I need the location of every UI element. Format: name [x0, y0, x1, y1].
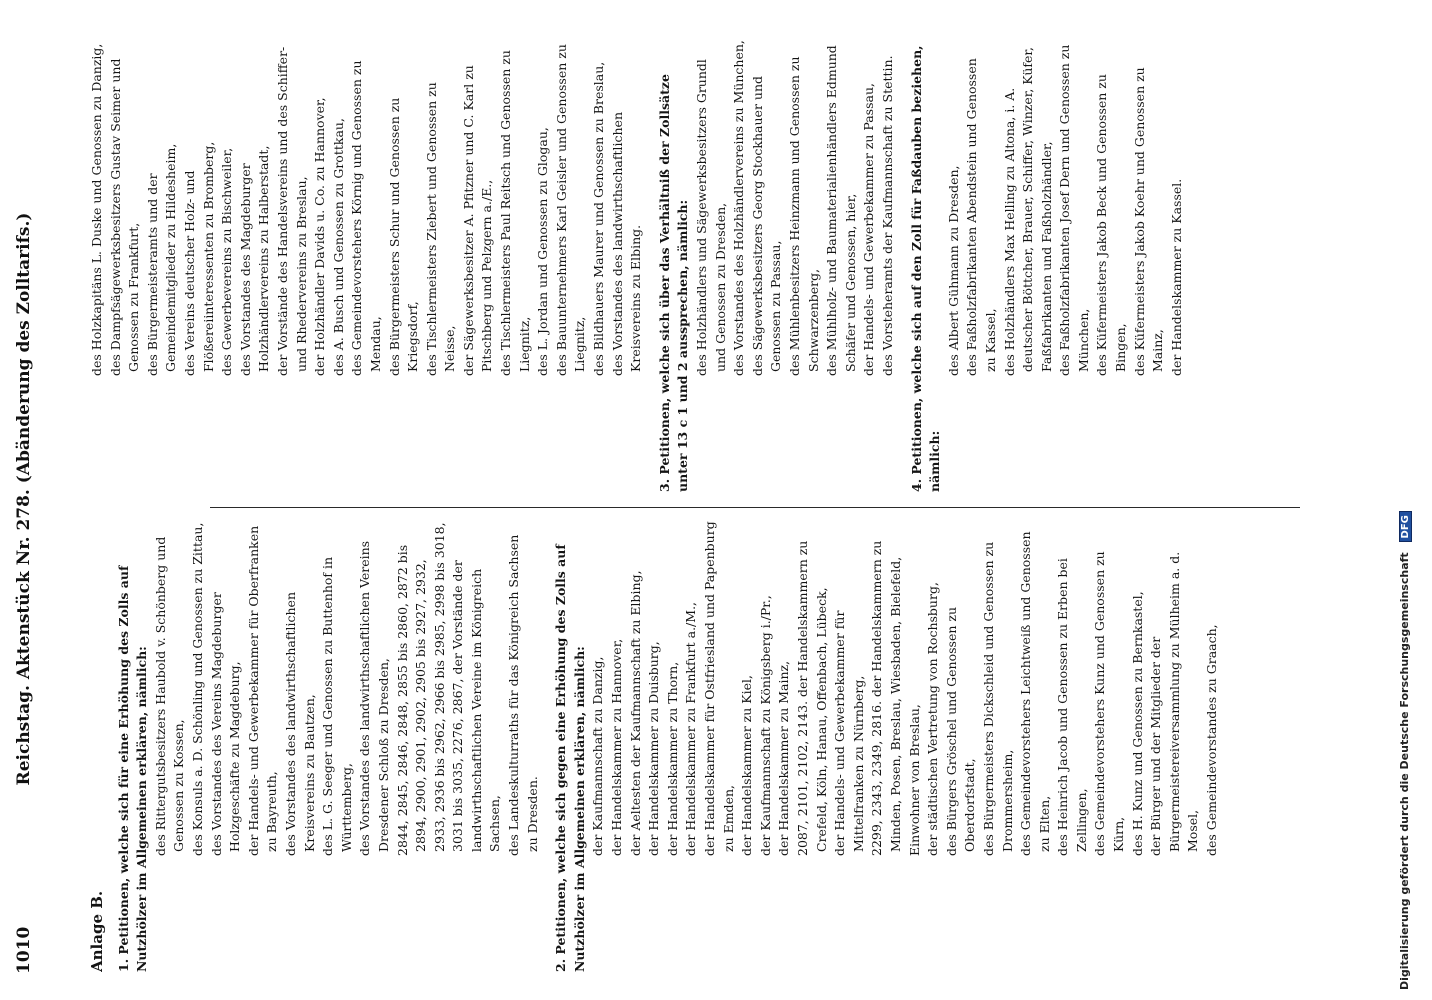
entry-text: des Faßholzfabrikanten Josef Dern und Genossen zu München, — [1057, 44, 1091, 376]
entry-ref — [274, 456, 293, 478]
petition-entry — [831, 520, 868, 972]
entry-text: der Handels- und Gewerbekammer für Oberfranken zu Bayreuth, — [245, 525, 280, 856]
petition-entry — [311, 40, 330, 492]
petition-list — [693, 40, 898, 492]
entry-text: der Handelskammer zu Frankfurt a./M., — [683, 601, 699, 856]
petition-entry — [1147, 520, 1203, 972]
petition-entry — [786, 40, 823, 492]
entry-ref — [1203, 936, 1222, 958]
petition-entry — [627, 520, 646, 972]
petition-entry — [1017, 520, 1054, 972]
petition-entry — [924, 520, 943, 972]
entry-ref — [730, 456, 749, 478]
petition-entry — [823, 40, 860, 492]
entry-number — [107, 376, 126, 456]
entry-ref — [1131, 456, 1150, 478]
entry-text: der städtischen Vertretung von Rochsburg, — [925, 582, 941, 856]
entry-ref — [319, 936, 338, 958]
petition-entry — [245, 520, 282, 972]
entry-text: des Gemeindevorstehers Leichtweiß und Genossen zu Elten, — [1018, 531, 1052, 856]
petition-list — [589, 520, 1221, 972]
entry-text: der Kaufmannschaft zu Danzig, — [590, 656, 606, 856]
entry-text: der Kaufmannschaft zu Königsberg i./Pr., — [757, 595, 773, 856]
petition-entry — [1054, 520, 1091, 972]
appendix-title: Anlage B. — [88, 890, 106, 972]
entry-text: 2087, 2101, 2102, 2143. der Handelskammern zu Crefeld, Köln, Hanau, Offenbach, Lübeck, — [794, 540, 829, 856]
entry-ref — [794, 936, 813, 958]
entry-number — [879, 376, 898, 456]
entry-number — [664, 856, 683, 936]
entry-ref — [879, 456, 898, 478]
entry-number — [189, 856, 208, 936]
entry-text: des Vorstandes des landwirthschaftlichen Vereins Dresdener Schloß zu Dresden, — [357, 540, 391, 856]
entry-ref — [356, 936, 375, 958]
page-header — [14, 24, 52, 974]
page-number: 1010 — [14, 926, 34, 974]
entry-ref — [1001, 456, 1020, 478]
petition-entry — [589, 520, 608, 972]
entry-number — [1147, 856, 1166, 936]
entry-ref — [980, 936, 999, 958]
column-left — [88, 520, 1378, 972]
entry-text: des Vorsteheramts der Kaufmannschaft zu Stettin. — [879, 55, 895, 376]
entry-number — [311, 376, 330, 456]
entry-text: des Tischlermeisters Paul Reitsch und Genossen zu Liegnitz, — [498, 50, 532, 376]
entry-text: der Bürger und der Mitglieder der Bürgermeistereiversammlung zu Mülheim a. d. Mosel, — [1148, 551, 1201, 856]
petition-entry — [88, 40, 107, 492]
entry-number — [144, 376, 163, 456]
entry-ref — [107, 456, 126, 478]
petition-entry — [1056, 40, 1093, 492]
entry-text: 2844, 2845, 2846, 2848, 2855 bis 2860, 2872 bis 2894, 2900, 2901, 2902, 2905 bis 2927, 2932, 2933, 2936 bis 2962, 2966 bis 2985, 2998 bis 3018, 3031 bis 3035, 2276, 2867, der Vorstände der landwirthschaftlichen Vereine im Königreich Sachsen, — [394, 522, 503, 856]
petition-entry — [860, 40, 879, 492]
entry-number — [980, 856, 999, 936]
entry-number — [738, 856, 757, 936]
entry-text: des Küfermeisters Jakob Beck und Genossen zu Bingen, — [1094, 74, 1129, 376]
entry-ref — [645, 936, 664, 958]
entry-number — [693, 376, 712, 456]
entry-text: der Vorstände des Handelsvereins und des Schiffer- und Rhedervereins zu Breslau, — [274, 46, 309, 376]
entry-text: des L. G. Seeger und Genossen zu Buttenhof in Württemberg, — [320, 556, 354, 856]
entry-number — [282, 856, 301, 936]
petition-entry — [208, 520, 245, 972]
petition-entry — [505, 520, 542, 972]
entry-ref — [608, 936, 627, 958]
entry-ref — [423, 456, 442, 478]
entry-text: Einwohner von Breslau, — [906, 704, 922, 856]
entry-text: des Mühlholz- und Baumaterialienhändlers Edmund Schäfer und Genossen, hier, — [824, 45, 858, 376]
petition-entry — [645, 520, 664, 972]
petition-entry — [218, 40, 237, 492]
entry-ref — [1147, 936, 1166, 958]
entry-ref — [181, 456, 200, 478]
entry-number — [245, 856, 264, 936]
entry-number — [589, 856, 608, 936]
petition-entry — [330, 40, 349, 492]
entry-text: des Bürgers Gröschel und Genossen zu Oberdorfstadt, — [943, 606, 978, 856]
entry-text: des Gemeindevorstehers Kunz und Genossen zu Kürn, — [1092, 551, 1127, 856]
entry-text: der Handelskammer zu Thorn, — [664, 661, 680, 856]
entry-ref — [553, 456, 572, 478]
petition-entry — [534, 40, 553, 492]
entry-text: des Vorstandes des Magdeburger Holzhändlervereins zu Halberstadt, — [237, 145, 272, 376]
petition-entry — [906, 520, 925, 972]
entry-text: des Faßholzfabrikanten Abendstein und Genossen zu Kassel, — [964, 58, 998, 376]
entry-text: des Landeskulturraths für das Königreich Sachsen zu Dresden. — [506, 534, 540, 856]
entry-number — [1093, 376, 1112, 456]
petition-entry — [423, 40, 460, 492]
entry-ref — [282, 936, 301, 958]
entry-number — [88, 376, 107, 456]
entry-text: des Gewerbevereins zu Bischweiler, — [219, 147, 235, 376]
entry-ref — [218, 456, 237, 478]
entry-text: der Handelskammer zu Mainz, — [776, 660, 792, 856]
entry-text: des Vorstandes des Vereins Magdeburger Holzgeschäfte zu Magdeburg, — [208, 592, 243, 856]
entry-number — [1131, 376, 1150, 456]
entry-number — [348, 376, 367, 456]
entry-ref — [749, 456, 768, 478]
entry-number — [218, 376, 237, 456]
entry-ref — [1168, 456, 1187, 478]
entry-number — [1129, 856, 1148, 936]
entry-text: des Vorstandes des landwirthschaftlichen Kreisvereins zu Elbing. — [609, 112, 644, 376]
entry-ref — [1056, 456, 1075, 478]
entry-number — [608, 856, 627, 936]
entry-number — [152, 856, 171, 936]
entry-ref — [831, 936, 850, 958]
entry-ref — [823, 456, 842, 478]
entry-ref — [1054, 936, 1073, 958]
entry-ref — [609, 456, 628, 478]
entry-number — [237, 376, 256, 456]
entry-ref — [906, 936, 925, 958]
entry-number — [274, 376, 293, 456]
petition-entry — [152, 520, 189, 972]
section-heading: 3. Petitionen, welche sich über das Verhältniß der Zollsätze unter 13 c 1 und 2 aussprechen, nämlich: — [656, 74, 691, 492]
entry-ref — [460, 456, 479, 478]
entry-text: des Vereins deutscher Holz- und Flößereiinteressenten zu Bromberg, — [181, 141, 216, 376]
petition-entry — [553, 40, 590, 492]
section-heading: 4. Petitionen, welche sich auf den Zoll für Faßdauben beziehen, nämlich: — [908, 45, 943, 492]
entry-text: des Küfermeisters Jakob Koehr und Genossen zu Mainz, — [1131, 67, 1166, 376]
entry-text: des Heinrich Jacob und Genossen zu Erben bei Zellingen, — [1055, 558, 1089, 856]
entry-number — [208, 856, 227, 936]
entry-ref — [1093, 456, 1112, 478]
petition-entry — [868, 520, 905, 972]
entry-number — [701, 856, 720, 936]
petition-entry — [945, 40, 964, 492]
petition-entry — [189, 520, 208, 972]
entry-ref — [860, 456, 879, 478]
petition-entry — [608, 520, 627, 972]
entry-number — [945, 376, 964, 456]
petition-entry — [1168, 40, 1187, 492]
entry-text: des Vorstandes des Holzhändlervereins zu München, — [731, 40, 747, 376]
entry-text: der Aeltesten der Kaufmannschaft zu Elbing, — [627, 570, 643, 856]
entry-number — [823, 376, 842, 456]
entry-ref — [237, 456, 256, 478]
entry-ref — [497, 456, 516, 478]
entry-ref — [505, 936, 524, 958]
petition-entry — [319, 520, 356, 972]
entry-text: des Holzhändlers Max Helling zu Altona, i. A. deutscher Böttcher, Brauer, Schiffer, Winzer, Küfer, Faßfabrikanten und Faßholzhändler, — [1001, 46, 1054, 376]
entry-number — [786, 376, 805, 456]
entry-text: des H. Kunz und Genossen zu Bernkastel, — [1129, 591, 1145, 856]
entry-number — [1017, 856, 1036, 936]
entry-ref — [701, 936, 720, 958]
entry-text: des Konsuls a. D. Schönling und Genossen zu Zittau, — [189, 522, 205, 856]
petition-entry — [348, 40, 385, 492]
petition-entry — [682, 520, 701, 972]
entry-number — [356, 856, 375, 936]
entry-text: des L. Jordan und Genossen zu Glogau, — [535, 127, 551, 376]
entry-text: der Holzhändler Davids u. Co. zu Hannover, — [312, 97, 328, 376]
entry-text: des Gemeindevorstehers Körnig und Genossen zu Mendau, — [349, 60, 383, 376]
entry-ref — [738, 936, 757, 958]
entry-ref — [943, 936, 962, 958]
entry-text: der Handelskammer für Ostfriesland und Papenburg zu Emden, — [702, 521, 736, 856]
entry-number — [505, 856, 524, 936]
entry-number — [775, 856, 794, 936]
entry-text: des Mühlenbesitzers Heinzmann und Genossen zu Schwarzenberg, — [786, 56, 821, 376]
petition-entry — [460, 40, 497, 492]
petition-entry — [1093, 40, 1130, 492]
petition-entry — [1091, 520, 1128, 972]
entry-text: des Gemeindevorstandes zu Graach, — [1204, 624, 1220, 856]
petition-entry — [980, 520, 1017, 972]
petition-list — [152, 520, 542, 972]
entry-number — [1056, 376, 1075, 456]
entry-ref — [945, 456, 964, 478]
column-right-body — [88, 40, 1186, 492]
entry-number — [394, 856, 413, 936]
entry-text: des Bürgermeisters Dickschleid und Genossen zu Drommersheim, — [980, 541, 1015, 856]
entry-number — [423, 376, 442, 456]
entry-number — [682, 856, 701, 936]
petition-entry — [356, 520, 393, 972]
petition-entry — [1001, 40, 1057, 492]
entry-ref — [590, 456, 609, 478]
entry-ref — [757, 936, 776, 958]
entry-ref — [786, 456, 805, 478]
column-left-body — [115, 520, 1222, 972]
petition-entry — [497, 40, 534, 492]
petition-entry — [693, 40, 730, 492]
entry-ref — [330, 456, 349, 478]
entry-text: des Bürgermeisters Schur und Genossen zu Kriegsdorf, — [386, 97, 421, 376]
petition-entry — [274, 40, 311, 492]
petition-entry — [775, 520, 794, 972]
column-divider — [210, 507, 1300, 508]
entry-ref — [693, 456, 712, 478]
petition-entry — [738, 520, 757, 972]
petition-entry — [1131, 40, 1168, 492]
section-heading: 2. Petitionen, welche sich gegen eine Erhöhung des Zolls auf Nutzhölzer im Allgemeinen erklären, nämlich: — [553, 544, 587, 972]
entry-number — [906, 856, 925, 936]
entry-number — [757, 856, 776, 936]
entry-number — [590, 376, 609, 456]
petition-list — [945, 40, 1187, 492]
entry-ref — [627, 936, 646, 958]
entry-number — [963, 376, 982, 456]
entry-number — [860, 376, 879, 456]
entry-ref — [664, 936, 683, 958]
entry-number — [794, 856, 813, 936]
petition-entry — [394, 520, 506, 972]
petition-entry — [107, 40, 144, 492]
entry-number — [534, 376, 553, 456]
entry-ref — [775, 936, 794, 958]
petition-entry — [701, 520, 738, 972]
entry-ref — [311, 456, 330, 478]
entry-text: des Bildhauers Maurer und Genossen zu Breslau, — [591, 61, 607, 376]
entry-number — [1054, 856, 1073, 936]
entry-ref — [963, 456, 982, 478]
petition-entry — [144, 40, 181, 492]
entry-number — [319, 856, 338, 936]
entry-number — [1203, 856, 1222, 936]
entry-number — [749, 376, 768, 456]
entry-ref — [208, 936, 227, 958]
entry-number — [553, 376, 572, 456]
entry-number — [831, 856, 850, 936]
entry-text: der Handelskammer zu Kiel, — [739, 675, 755, 856]
petition-entry — [794, 520, 831, 972]
entry-text: des Holzhändlers und Sägewerksbesitzers Grundl und Genossen zu Dresden, — [694, 59, 728, 376]
entry-number — [645, 856, 664, 936]
entry-text: des Bürgermeisteramts und der Gemeindemitglieder zu Hildesheim, — [144, 143, 179, 376]
entry-ref — [1129, 936, 1148, 958]
entry-text: der Handels- und Gewerbekammer für Mittelfranken zu Nürnberg, — [832, 610, 866, 856]
petition-entry — [730, 40, 749, 492]
petition-entry — [181, 40, 218, 492]
entry-text: des Holzkapitäns L. Duske und Genossen zu Danzig, — [89, 43, 104, 376]
petition-entry — [590, 40, 609, 492]
entry-text: der Handelskammer zu Kassel. — [1168, 178, 1184, 376]
entry-ref — [534, 456, 553, 478]
section-heading: 1. Petitionen, welche sich für eine Erhöhung des Zolls auf Nutzhölzer im Allgemeinen erklären, nämlich: — [115, 565, 150, 972]
entry-text: der Sägewerksbesitzer A. Pfitzner und C. Karl zu Pitschberg und Pelzgern a./E., — [460, 65, 495, 376]
entry-number — [1001, 376, 1020, 456]
entry-number — [627, 856, 646, 936]
entry-text: der Handelskammer zu Duisburg, — [646, 641, 662, 856]
entry-number — [924, 856, 943, 936]
entry-number — [943, 856, 962, 936]
petition-entry — [1203, 520, 1222, 972]
entry-ref — [924, 936, 943, 958]
entry-number — [330, 376, 349, 456]
petition-entry — [664, 520, 683, 972]
entry-ref — [189, 936, 208, 958]
petition-entry — [609, 40, 646, 492]
digitization-note — [1398, 511, 1412, 990]
entry-number — [181, 376, 200, 456]
petition-entry — [963, 40, 1000, 492]
entry-text: des Bauunternehmers Karl Geisler und Genossen zu Liegnitz, — [553, 44, 588, 376]
entry-text: des A. Busch und Genossen zu Grottkau, — [330, 118, 346, 376]
petition-entry — [1129, 520, 1148, 972]
entry-number — [609, 376, 628, 456]
entry-number — [868, 856, 887, 936]
entry-text: des Sägewerksbesitzers Georg Stockhauer und Genossen zu Passau, — [749, 76, 784, 376]
entry-number — [460, 376, 479, 456]
digitization-note-text: Digitalisierung gefördert durch die Deutsche Forschungsgemeinschaft — [1398, 552, 1411, 990]
entry-ref — [386, 456, 405, 478]
entry-ref — [144, 456, 163, 478]
petition-entry — [943, 520, 980, 972]
entry-text: des Rittergutsbesitzers Haubold v. Schönberg und Genossen zu Kossen, — [152, 536, 187, 856]
petition-entry — [879, 40, 898, 492]
petition-entry — [757, 520, 776, 972]
entry-ref — [1091, 936, 1110, 958]
petition-list-continued — [88, 40, 646, 492]
entry-ref — [245, 936, 264, 958]
entry-ref — [1017, 936, 1036, 958]
entry-number — [730, 376, 749, 456]
entry-text: der Handels- und Gewerbekammer zu Passau, — [861, 83, 877, 376]
entry-ref — [152, 936, 171, 958]
column-right — [88, 40, 1378, 492]
entry-text: des Albert Gühmann zu Dresden, — [945, 165, 961, 376]
petition-entry — [749, 40, 786, 492]
entry-ref — [868, 936, 887, 958]
entry-ref — [682, 936, 701, 958]
entry-text: des Dampfsägewerksbesitzers Gustav Seimer und Genossen zu Frankfurt, — [107, 58, 142, 376]
entry-text: 2299, 2343, 2349, 2816. der Handelskammern zu Minden, Posen, Breslau, Wiesbaden, Bielefeld, — [869, 540, 903, 856]
entry-number — [1091, 856, 1110, 936]
page-title: Reichstag. Aktenstück Nr. 278. (Abänderung des Zolltarifs.) — [14, 212, 34, 786]
entry-ref — [348, 456, 367, 478]
entry-ref — [88, 456, 107, 478]
petition-entry — [282, 520, 319, 972]
entry-text: des Vorstandes des landwirthschaftlichen Kreisvereins zu Bautzen, — [282, 592, 317, 856]
petition-entry — [386, 40, 423, 492]
entry-ref — [394, 936, 413, 958]
dfg-logo-icon: DFG — [1399, 511, 1412, 542]
petition-entry — [237, 40, 274, 492]
entry-ref — [589, 936, 608, 958]
entry-number — [497, 376, 516, 456]
entry-number — [386, 376, 405, 456]
entry-text: der Handelskammer zu Hannover, — [609, 638, 625, 856]
entry-text: des Tischlermeisters Ziebert und Genossen zu Neisse, — [423, 82, 458, 376]
entry-number — [1168, 376, 1187, 456]
